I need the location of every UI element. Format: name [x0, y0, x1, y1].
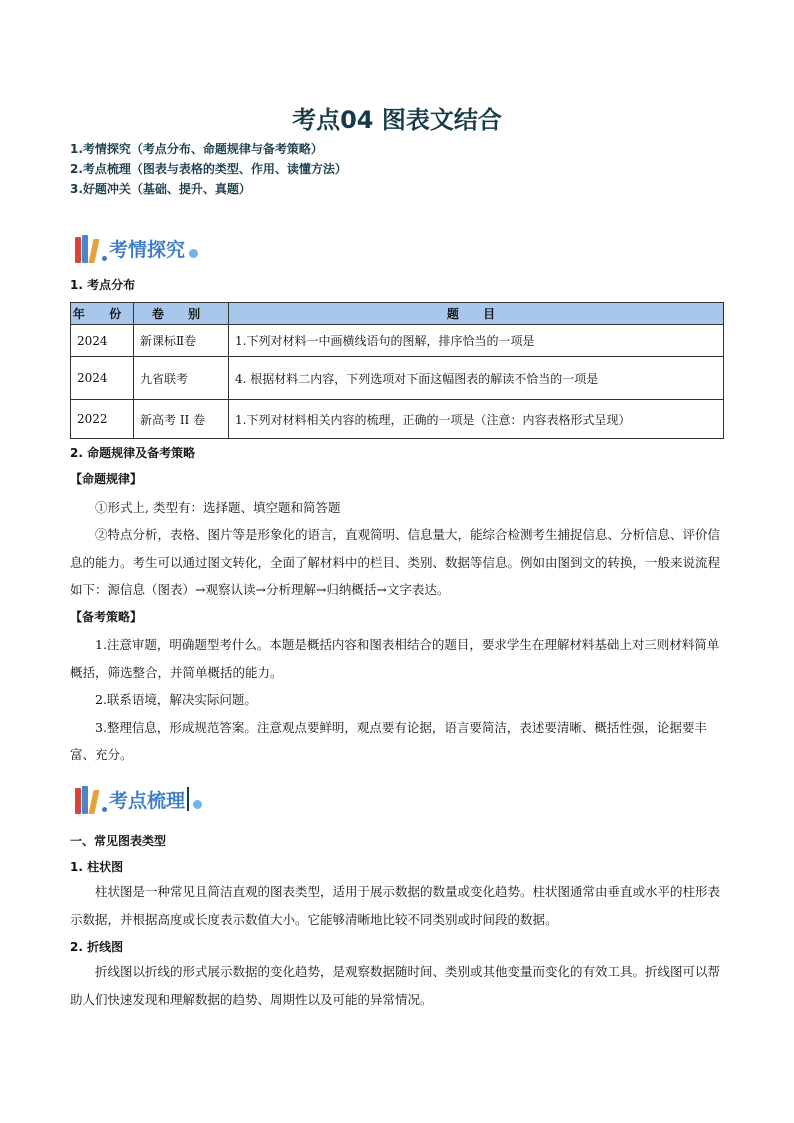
table-cell-question: 1.下列对材料一中画横线语句的图解，排序恰当的一项是 — [229, 325, 724, 357]
heading-rules-strategy: 2. 命题规律及备考策略 — [70, 446, 196, 460]
table-cell-question: 4. 根据材料二内容，下列选项对下面这幅图表的解读不恰当的一项是 — [229, 357, 724, 400]
page-title: 考点04 图表文结合 — [292, 106, 502, 134]
heading-line-chart: 2. 折线图 — [70, 940, 124, 954]
rules-section — [70, 466, 724, 769]
heading-bar-chart: 1. 柱状图 — [70, 860, 124, 874]
table-cell-paper: 新高考 II 卷 — [134, 400, 229, 439]
dot-icon — [189, 249, 198, 258]
bar-chart-paragraph: 柱状图是一种常见且简洁直观的图表类型，适用于展示数据的数量或变化趋势。柱状图通常由垂直或水平的柱形表示数据，并根据高度或长度表示数值大小。它能够清晰地比较不同类别或时间段的数据。 — [70, 884, 721, 927]
books-icon — [75, 784, 98, 814]
strategy-paragraph: 1.注意审题，明确题型考什么。本题是概括内容和图表相结合的题目，要求学生在理解材料基础上对三则材料简单概括，筛选整合，并简单概括的能力。 — [70, 637, 720, 680]
text-cursor — [187, 787, 189, 811]
table-cell-question: 1.下列对材料相关内容的梳理，正确的一项是（注意：内容表格形式呈现） — [229, 400, 724, 439]
table-header-cell: 题 目 — [229, 303, 724, 325]
toc-item: 2.考点梳理（图表与表格的类型、作用、读懂方法） — [70, 162, 347, 176]
exam-distribution-table — [70, 302, 724, 439]
table-row — [71, 357, 724, 400]
table-row — [71, 400, 724, 439]
table-header-cell: 卷 别 — [134, 303, 229, 325]
table-cell-paper: 新课标Ⅱ卷 — [134, 325, 229, 357]
toc-item: 1.考情探究（考点分布、命题规律与备考策略） — [70, 142, 323, 156]
section-label: 考情探究 — [109, 238, 186, 261]
rules-label: 【命题规律】 — [70, 472, 143, 486]
strategy-label: 【备考策略】 — [70, 609, 143, 624]
heading-distribution: 1. 考点分布 — [70, 278, 136, 292]
strategy-paragraph: 2.联系语境，解决实际问题。 — [95, 692, 257, 707]
table-cell-year: 2024 — [71, 357, 134, 400]
table-of-contents — [70, 139, 347, 199]
section-header-key-points — [75, 781, 202, 817]
heading-chart-types: 一、常见图表类型 — [70, 834, 167, 848]
books-icon — [75, 233, 98, 263]
rules-paragraph: ②特点分析，表格、图片等是形象化的语言，直观简明、信息量大，能综合检测考生捕捉信息、分析信息、评价信息的能力。考生可以通过图文转化，全面了解材料中的栏目、类别、数据等信息。例如由图到文的转换，一般来说流程如下：源信息（图表）→观察认读→分析理解→归纳概括→文字表达。 — [70, 527, 721, 597]
table-cell-year: 2024 — [71, 325, 134, 357]
table-header-row — [71, 303, 724, 325]
bar-chart-section — [70, 878, 724, 933]
section-header-exam-analysis — [75, 230, 198, 266]
table-row — [71, 325, 724, 357]
table-cell-paper: 九省联考 — [134, 357, 229, 400]
dot-icon — [102, 807, 107, 812]
table-header-cell: 年 份 — [71, 303, 134, 325]
table-cell-year: 2022 — [71, 400, 134, 439]
section-label: 考点梳理 — [109, 789, 186, 812]
dot-icon — [193, 800, 202, 809]
toc-item: 3.好题冲关（基础、提升、真题） — [70, 182, 251, 196]
dot-icon — [102, 256, 107, 261]
strategy-paragraph: 3.整理信息，形成规范答案。注意观点要鲜明，观点要有论据，语言要简洁，表述要清晰、概括性强，论据要丰富、充分。 — [70, 719, 707, 762]
line-chart-section — [70, 958, 724, 1013]
line-chart-paragraph: 折线图以折线的形式展示数据的变化趋势，是观察数据随时间、类别或其他变量而变化的有效工具。折线图可以帮助人们快速发现和理解数据的趋势、周期性以及可能的异常情况。 — [70, 964, 721, 1007]
rules-paragraph: ①形式上, 类型有：选择题、填空题和简答题 — [95, 499, 341, 515]
